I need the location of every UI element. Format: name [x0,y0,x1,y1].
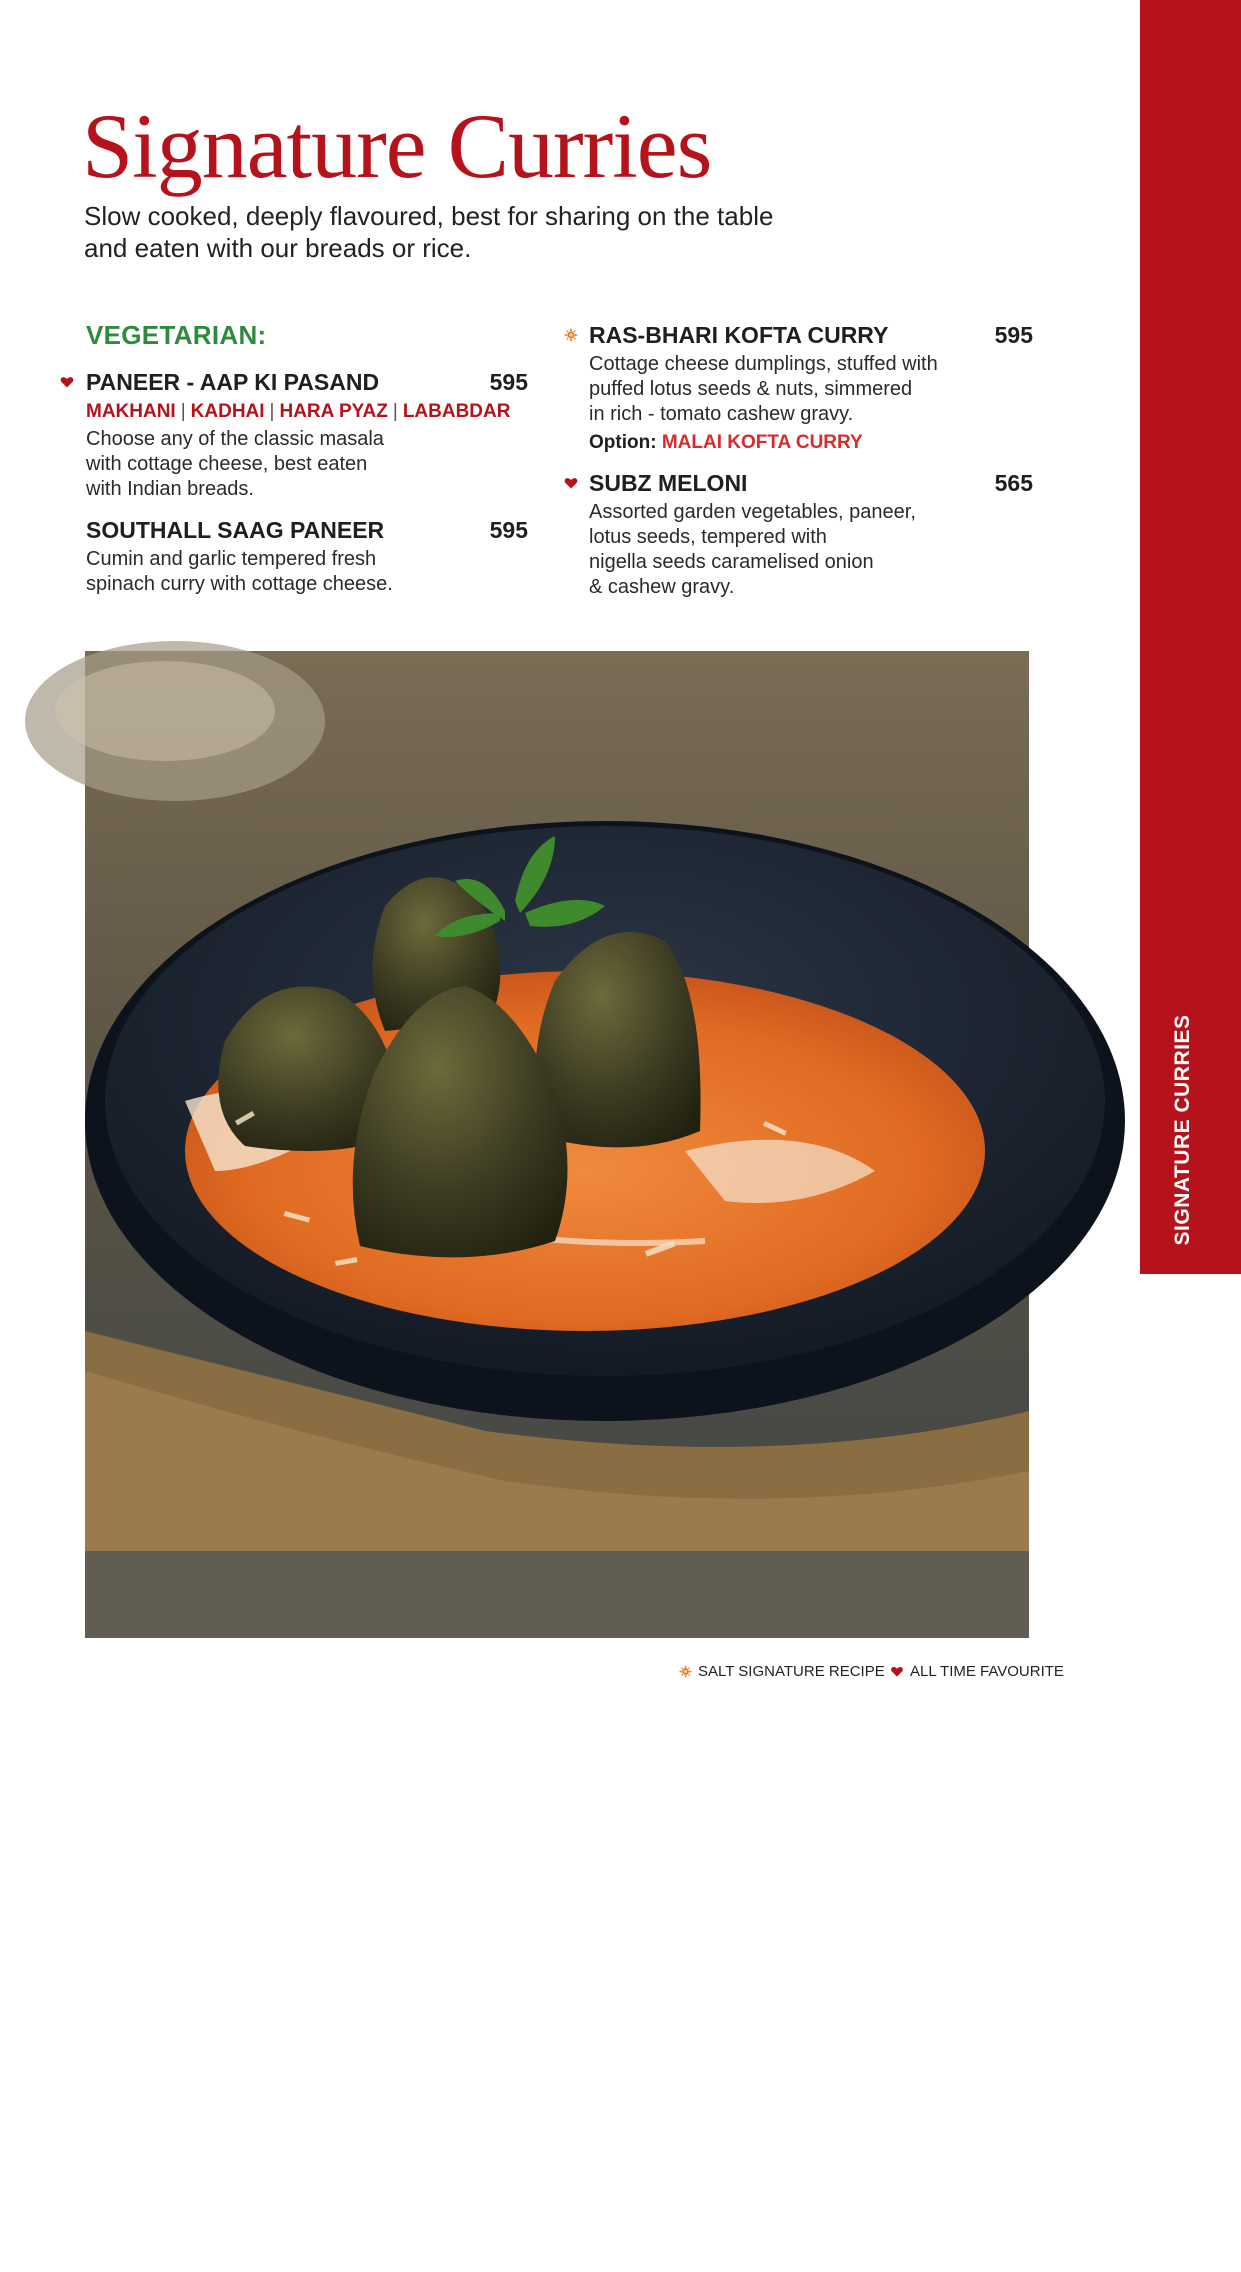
description-line: with cottage cheese, best eaten [86,453,368,475]
subtitle-line: Slow cooked, deeply flavoured, best for sharing on the table [84,201,774,231]
item-description [589,500,1033,600]
description-line: nigella seeds caramelised onion [589,551,874,573]
menu-item [86,367,528,502]
separator: | [269,401,275,422]
subtitle-line: and eaten with our breads or rice. [84,233,472,263]
variant-option: LABABDAR [402,401,511,422]
description-line: spinach curry with cottage cheese. [86,573,393,595]
item-price: 595 [994,322,1033,348]
item-name: SUBZ MELONI [589,470,748,496]
item-description [86,427,528,502]
menu-item [589,468,1033,600]
menu-item [589,320,1033,456]
description-line: & cashew gravy. [589,576,735,598]
description-line: with Indian breads. [86,478,254,500]
page-subtitle [84,200,844,264]
item-price: 595 [489,517,528,543]
separator: | [392,401,398,422]
page-number: 11 [1073,2246,1099,2272]
variant-option: HARA PYAZ [279,401,388,422]
description-line: Choose any of the classic masala [86,428,384,450]
sun-icon [679,1665,692,1678]
legend-favourite [890,1662,1064,1682]
heart-icon [564,476,578,490]
page-title: Signature Curries [82,95,712,197]
description-line: Cottage cheese dumplings, stuffed with [589,353,938,375]
description-line: lotus seeds, tempered with [589,526,827,548]
description-line: puffed lotus seeds & nuts, simmered [589,378,913,400]
option-value: MALAI KOFTA CURRY [661,432,863,453]
option-label: Option: [589,432,657,453]
legend-label: ALL TIME FAVOURITE [910,1663,1064,1680]
variant-option: MAKHANI [86,401,176,422]
item-price: 565 [994,470,1033,496]
description-line: Cumin and garlic tempered fresh [86,548,377,570]
item-price: 595 [489,369,528,395]
variant-list [86,399,528,425]
description-line: Assorted garden vegetables, paneer, [589,501,916,523]
menu-item [86,515,528,597]
kofta-curry-illustration [85,651,1029,1638]
description-line: in rich - tomato cashew gravy. [589,403,854,425]
section-heading-vegetarian: VEGETARIAN: [86,320,267,350]
item-description [86,547,528,597]
separator: | [180,401,186,422]
item-option [589,429,1033,456]
heart-icon [60,375,74,389]
legend-label: SALT SIGNATURE RECIPE [698,1663,885,1680]
variant-option: KADHAI [190,401,265,422]
side-tab-label: SIGNATURE CURRIES [1171,1014,1194,1246]
legend-signature [679,1662,885,1682]
heart-icon [890,1665,904,1678]
item-name: PANEER - AAP KI PASAND [86,369,380,395]
item-description [589,352,1033,427]
sun-icon [564,328,578,342]
item-name: RAS-BHARI KOFTA CURRY [589,322,889,348]
item-name: SOUTHALL SAAG PANEER [86,517,385,543]
